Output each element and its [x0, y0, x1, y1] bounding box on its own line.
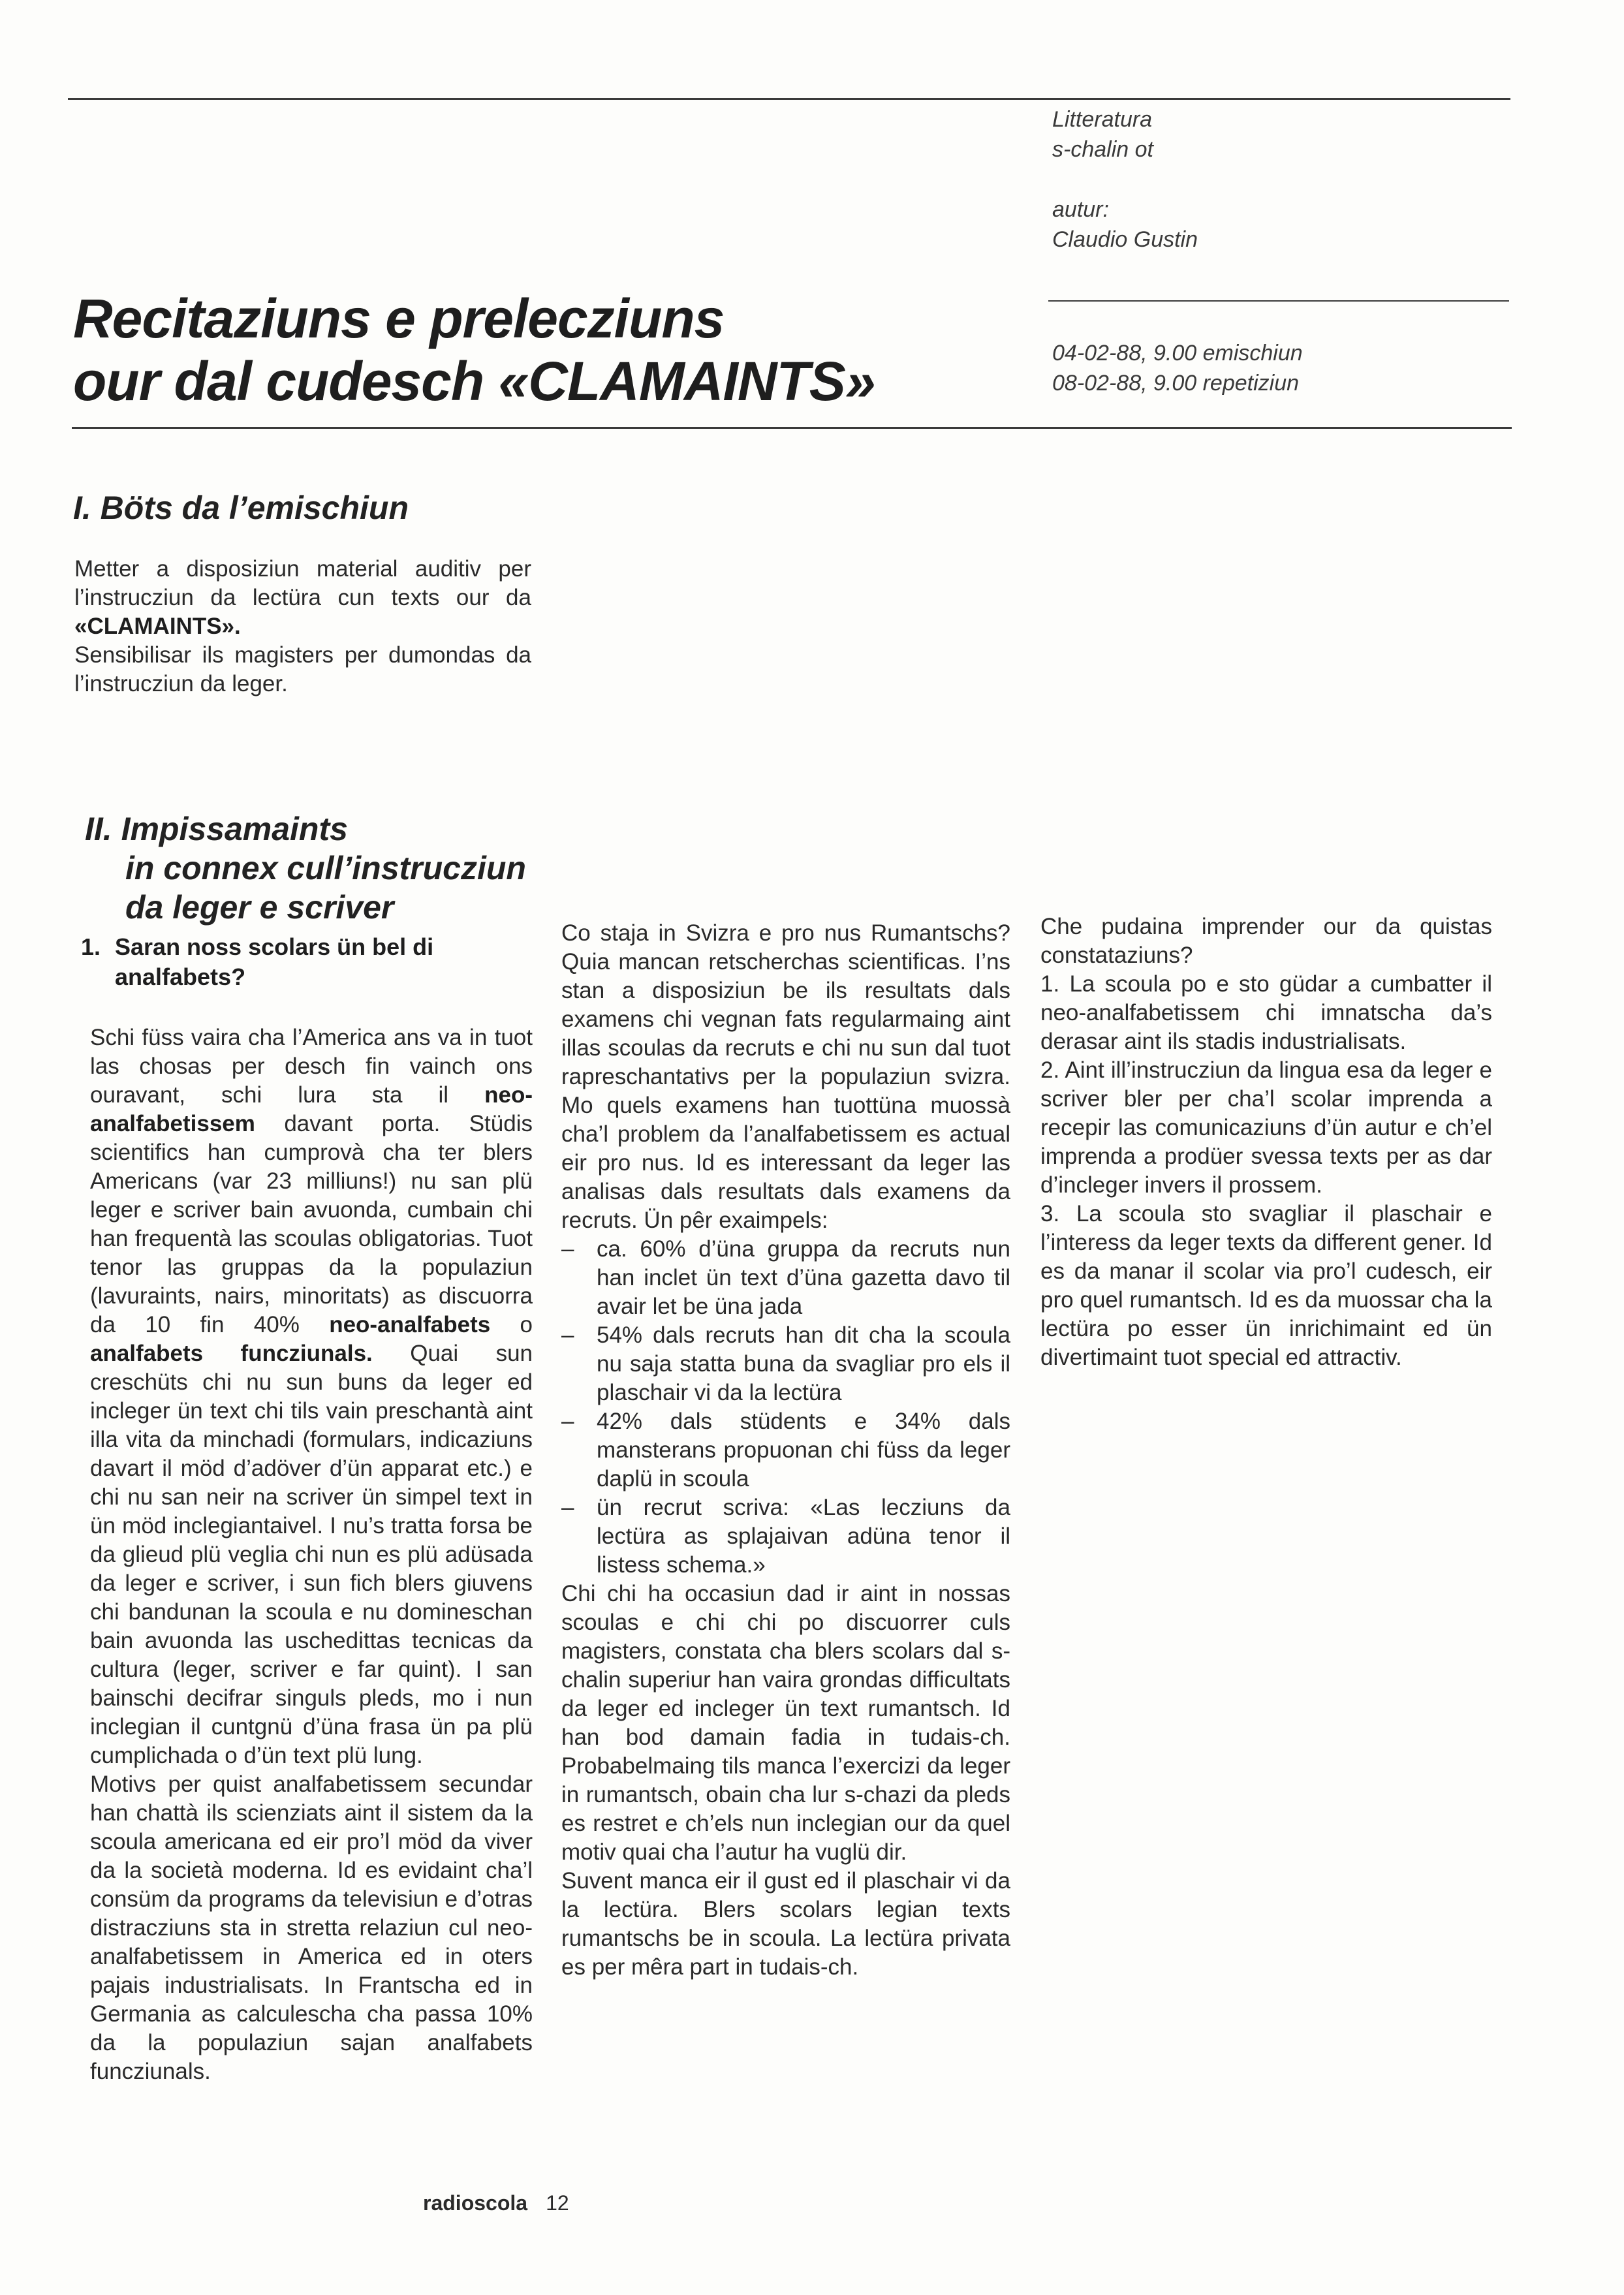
broadcast-date: 04-02-88, 9.00 emischiun [1052, 341, 1303, 366]
author-label: autur: [1052, 197, 1109, 222]
subheading-title: Saran noss scolars ün bel di analfabets? [115, 933, 434, 990]
publication-name: radioscola [423, 2191, 528, 2215]
list-item: – 54% dals recruts han dit cha la scoula nu saja statta buna da svagliar pro els il plaschair vi da la lectüra [561, 1321, 1010, 1407]
title-line-1: Recitaziuns e prelecziuns [73, 288, 725, 349]
page-title [73, 287, 875, 413]
col1-p1-g: Quai sun creschüts chi nu sun buns da leger ed incleger ün text chi tils vain preschantà aint illa vita da minchadi (formulars, indicaziuns davart il möd d’adöver d’ün apparat etc.) e chi nu san neir na scriver ün simpel text in ün möd inclegiantaivel. I nu’s tratta forsa be da glieud plü veglia chi nun es plü adüsada da leger e scriver, i sun fich blers giuvens chi bandunan la scoula e nu domineschan bain avuonda las uschedittas tecnicas da cultura (leger, scriver e far quint). I san bainschi decifrar singuls pleds, mo i nun inclegian il cuntgnü d’üna frasa ün pa plü cumplichada o d’ün text plü lung. [90, 1341, 533, 1768]
meta-rule [1048, 300, 1509, 302]
column-3-paragraph-2: 1. La scoula po e sto güdar a cumbatter il neo-analfabetissem chi imnatscha da’s derasar aint ils stadis industrialisats. [1040, 971, 1492, 1054]
column-2-paragraph-2: Chi chi ha occasiun dad ir aint in nossas scoulas e chi chi po discuorrer culs magisters, constata cha blers scolars dal s-chalin superiur han vaira grondas difficultats da leger ed incleger ün text rumantsch. Id han bod damain fadia in tudais-ch. Probabelmaing tils manca l’exercizi da leger in rumantsch, obain cha lur s-chazi da pleds es restret e ch’els nun inclegian our da quel motiv quai cha l’autur ha vuglü dir. [561, 1581, 1010, 1865]
subject-meta [1052, 104, 1153, 164]
title-rule [72, 427, 1512, 429]
section-1-paragraph-2: Sensibilisar ils magisters per dumondas da l’instrucziun da leger. [74, 642, 531, 696]
col1-p1-d: neo-analfabets [329, 1312, 491, 1337]
col1-p1-f: analfabets funcziunals. [90, 1341, 373, 1366]
list-item: – ün recrut scriva: «Las lecziuns da lectüra as splajaivan adüna tenor il listess schema.» [561, 1493, 1010, 1580]
author-meta [1052, 195, 1198, 255]
subheading-number: 1. [81, 933, 101, 960]
section-2-heading-line-1: II. Impissamaints [85, 811, 348, 847]
col1-p1-a: Schi füss vaira cha l’America ans va in tuot las chosas per desch fin vainch ons ouravant, schi lura sta il [90, 1025, 533, 1108]
subject-category: Litteratura [1052, 107, 1153, 132]
page-footer [423, 2190, 569, 2216]
col1-p1-e: o [490, 1312, 533, 1337]
examples-list [561, 1235, 1010, 1580]
column-2-paragraph-1: Co staja in Svizra e pro nus Rumantschs? Quia mancan retscherchas scientificas. I’ns stan a disposiziun be ils resultats dals examens chi vegnan fats regularmaing aint illas scoulas da recruts e chi nu sun dal tuot rapreschantativs per la populaziun svizra. Mo quels examens han tuottüna muossà cha’l problem da l’analfabetissem es actual eir pro nus. Id es interessant da leger las analisas dals resultats dals examens da recruts. Ün pêr exaimpels: [561, 920, 1010, 1233]
column-1-paragraph-2: Motivs per quist analfabetissem secundar han chattà ils scienziats aint il sistem da la scoula americana ed eir pro’l möd da viver da la società moderna. Id es evidaint cha’l consüm da programs da televisiun e d’otras distracziuns sta in stretta relaziun cul neo-analfabetissem in America ed in oters pajais industrialisats. In Frantscha ed in Germania as calculescha cha passa 10% da la populaziun sajan analfabets funcziunals. [90, 1772, 533, 2084]
subheading [81, 932, 446, 992]
col1-p1-b: neo-analfabetissem [90, 1082, 533, 1136]
column-1-paragraph-1 [90, 1023, 533, 1770]
section-1-paragraph [74, 555, 531, 641]
column-3 [1040, 913, 1492, 1372]
list-item: – ca. 60% d’üna gruppa da recruts nun han inclet ün text d’üna gazetta davo til avair let be üna jada [561, 1235, 1010, 1321]
top-rule [68, 98, 1510, 100]
title-line-2: our dal cudesch «CLAMAINTS» [73, 351, 875, 412]
section-2-heading-line-3: da leger e scriver [125, 889, 394, 926]
subject-level: s-chalin ot [1052, 137, 1153, 162]
author-name: Claudio Gustin [1052, 227, 1198, 252]
col1-p1-c: davant porta. Stüdis scientifics han cumprovà cha ter blers Americans (var 23 milliuns!) nu san plü leger e scriver bain avuonda, cumbain chi han frequentà las scoulas obligatorias. Tuot tenor las gruppas da la populaziun (lavuraints, nairs, minoritats) as discuorra da 10 fin 40% [90, 1111, 533, 1337]
section-1-text-b: «CLAMAINTS». [74, 614, 241, 639]
list-item: – 42% dals stüdents e 34% dals mansterans propuonan chi füss da leger daplü in scoula [561, 1407, 1010, 1493]
section-1-text-a: Metter a disposiziun material auditiv per l’instrucziun da lectüra cun texts our da [74, 556, 531, 610]
section-2-heading [85, 809, 526, 927]
column-2 [561, 919, 1010, 1982]
section-1-text [74, 555, 531, 698]
column-2-paragraph-3: Suvent manca eir il gust ed il plaschair vi da la lectüra. Blers scolars legian texts rumantschs be in scoula. La lectüra privata es per mêra part in tudais-ch. [561, 1868, 1010, 1980]
column-3-paragraph-1: Che pudaina imprender our da quistas constataziuns? [1040, 914, 1492, 968]
column-1 [90, 1023, 533, 2086]
repeat-date: 08-02-88, 9.00 repetiziun [1052, 371, 1300, 396]
section-2-heading-line-2: in connex cull’instrucziun [125, 850, 526, 886]
section-1-heading: I. Böts da l’emischiun [73, 490, 409, 526]
column-3-paragraph-3: 2. Aint ill’instrucziun da lingua esa da leger e scriver bler per cha’l scolar imprenda a recepir las comunicaziuns d’ün autur e ch’el imprenda a prodüer svessa texts per as dar d’incleger invers il prossem. [1040, 1057, 1492, 1198]
column-3-paragraph-4: 3. La scoula sto svagliar il plaschair e l’interess da leger texts da different gener. Id es da manar il scolar via pro’l cudesch, eir pro quel rumantsch. Id es da muossar cha la lectüra po esser ün inrichimaint ed ün divertimaint tuot special ed attractiv. [1040, 1201, 1492, 1370]
broadcast-dates [1052, 338, 1303, 398]
page-number: 12 [546, 2191, 569, 2215]
